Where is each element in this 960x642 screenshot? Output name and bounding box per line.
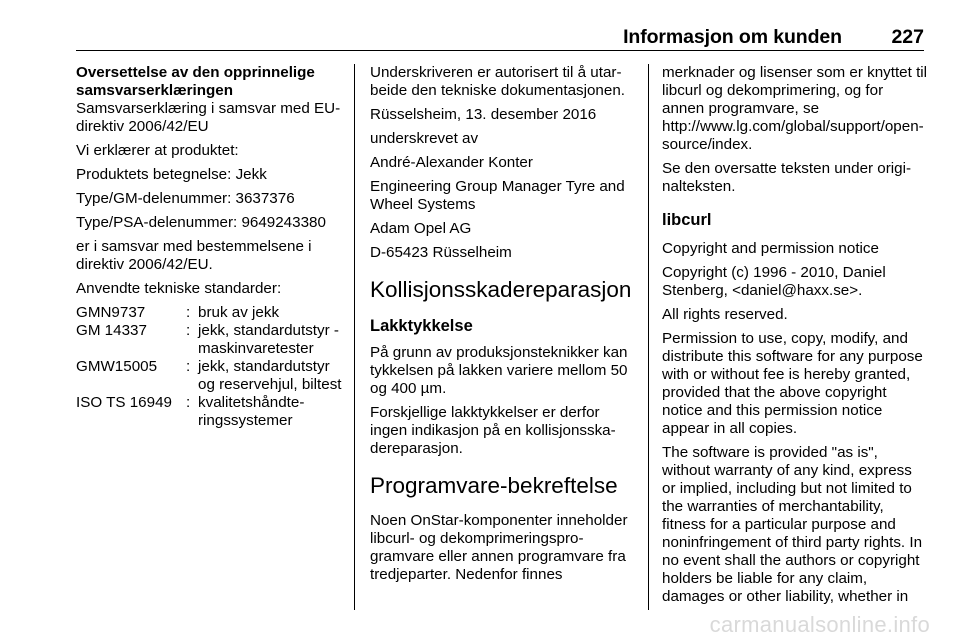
paragraph: Underskriveren er autorisert til å utarbeide den tekniske dokumentasjonen. <box>370 64 625 99</box>
page-number: 227 <box>891 26 924 48</box>
standard-code: GMW15005 <box>76 358 158 375</box>
section-heading-repair: Kollisjonsskadereparasjon <box>370 277 632 302</box>
table-row <box>76 322 344 358</box>
paragraph: Samsvarserklæring i samsvar med EU-direktiv 2006/42/EU <box>76 100 341 135</box>
subsection-heading-libcurl: libcurl <box>662 211 712 229</box>
standard-description: kvalitetshåndteringssystemer <box>198 394 305 429</box>
paragraph: André-Alexander Konter <box>370 154 533 171</box>
standard-separator: : <box>186 322 191 339</box>
paragraph: Anvendte tekniske standarder: <box>76 280 282 297</box>
paragraph: merknader og lisenser som er knyttet til libcurl og dekomprimering, og for annen programvare, se http://www.lg.com/global/support/opensource/index. <box>662 64 928 153</box>
table-row <box>76 358 344 394</box>
paragraph: Copyright (c) 1996 - 2010, Daniel Stenberg, <daniel@haxx.se>. <box>662 264 886 299</box>
paragraph: Noen OnStar-komponenter inneholder libcurl- og dekomprimeringsprogramvare eller annen programvare fra tredjeparter. Nedenfor finnes <box>370 512 628 583</box>
declaration-heading: Oversettelse av den opprinnelige samsvarserklæringen <box>76 64 315 99</box>
paragraph: Adam Opel AG <box>370 220 472 237</box>
standards-table <box>76 304 344 430</box>
paragraph: Rüsselsheim, 13. desember 2016 <box>370 106 597 123</box>
standard-code: GMN9737 <box>76 304 146 321</box>
paragraph: er i samsvar med bestemmelsene i direktiv 2006/42/EU. <box>76 238 312 273</box>
standard-code: ISO TS 16949 <box>76 394 172 411</box>
paragraph: Forskjellige lakktykkelser er derfor ingen indikasjon på en kollisjonsskadereparasjon. <box>370 404 616 457</box>
paragraph: Type/PSA-delenummer: 9649243380 <box>76 214 326 231</box>
subsection-heading-paint: Lakktykkelse <box>370 317 473 335</box>
paragraph: Engineering Group Manager Tyre and Wheel Systems <box>370 178 625 213</box>
table-row <box>76 304 344 322</box>
standard-code: GM 14337 <box>76 322 147 339</box>
paragraph: Type/GM-delenummer: 3637376 <box>76 190 295 207</box>
paragraph: All rights reserved. <box>662 306 788 323</box>
column-2 <box>370 64 634 590</box>
paragraph: D-65423 Rüsselheim <box>370 244 512 261</box>
standard-separator: : <box>186 304 191 321</box>
standard-separator: : <box>186 394 191 411</box>
column-divider-1 <box>354 64 355 610</box>
page-footer <box>0 608 960 642</box>
standard-description: jekk, standardutstyr - maskinvaretester <box>198 322 339 357</box>
paragraph: underskrevet av <box>370 130 479 147</box>
standard-description: jekk, standardutstyr og reservehjul, biltest <box>198 358 342 393</box>
paragraph: Produktets betegnelse: Jekk <box>76 166 267 183</box>
section-heading-software: Programvare-bekreftelse <box>370 473 618 498</box>
paragraph: Vi erklærer at produktet: <box>76 142 239 159</box>
column-divider-2 <box>648 64 649 610</box>
standard-description: bruk av jekk <box>198 304 280 321</box>
page-header <box>76 0 924 51</box>
header-title: Informasjon om kunden <box>623 26 842 48</box>
paragraph: Permission to use, copy, modify, and distribute this software for any purpose with or without fee is hereby granted, provided that the above copyright notice and this permission notice appear in all copies. <box>662 330 923 437</box>
paragraph: The software is provided "as is", without warranty of any kind, express or implied, including but not limited to the warranties of merchantability, fitness for a particular purpose and noninfringement of third party rights. In no event shall the authors or copyright holders be liable for any claim, damages or other liability, whether in <box>662 444 923 605</box>
watermark: carmanualsonline.info <box>709 612 930 637</box>
standard-separator: : <box>186 358 191 375</box>
column-3 <box>662 64 928 612</box>
paragraph: På grunn av produksjonsteknikker kan tykkelsen på lakken variere mellom 50 og 400 µm. <box>370 344 628 397</box>
table-row <box>76 394 344 430</box>
paragraph: Se den oversatte teksten under originalteksten. <box>662 160 912 195</box>
paragraph: Copyright and permission notice <box>662 240 879 257</box>
column-1 <box>76 64 344 430</box>
